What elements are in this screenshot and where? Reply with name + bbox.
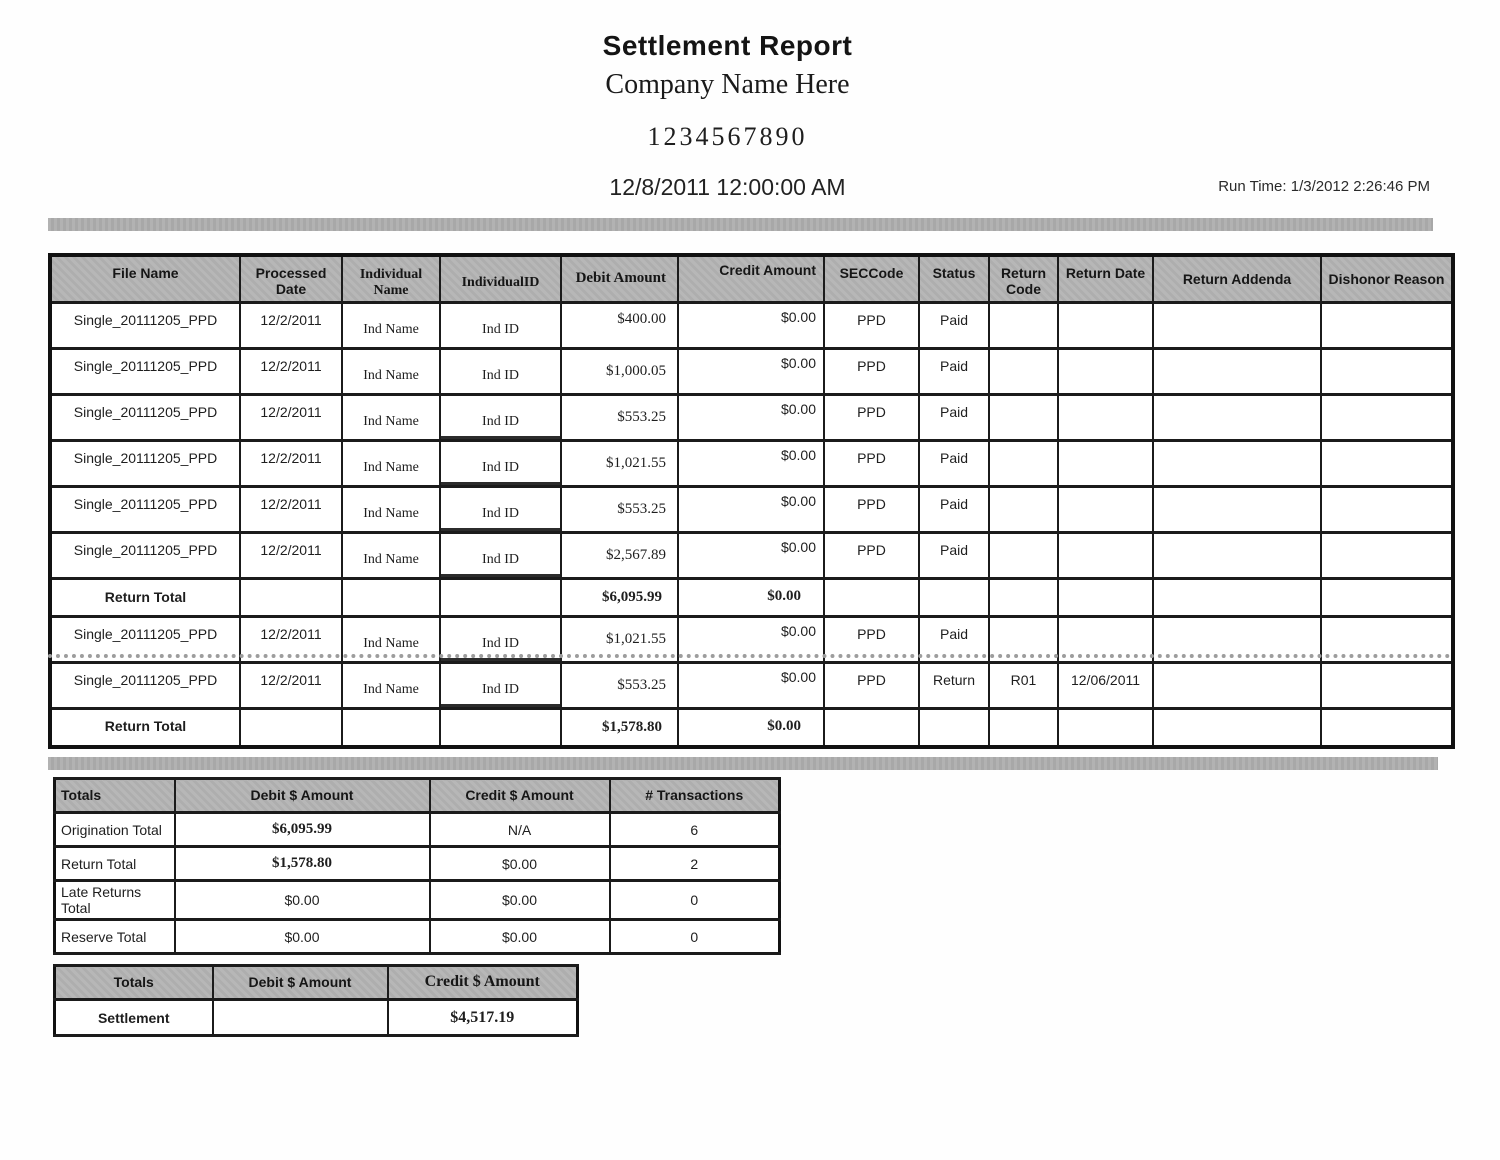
sec-code-cell <box>824 709 919 747</box>
individual-id-cell: Ind ID <box>440 617 561 663</box>
transaction-row <box>50 349 1453 395</box>
return-code-cell <box>989 349 1058 395</box>
dishonor-reason-cell <box>1321 709 1453 747</box>
return-addenda-cell <box>1153 533 1321 579</box>
dishonor-reason-cell <box>1321 487 1453 533</box>
debit-total-cell: $6,095.99 <box>175 813 430 847</box>
processed-date-cell: 12/2/2011 <box>240 395 342 441</box>
credit-total-cell: $0.00 <box>430 847 610 881</box>
sec-code-cell: PPD <box>824 395 919 441</box>
column-header-settlement-debit: Debit $ Amount <box>213 966 388 1000</box>
dishonor-reason-cell <box>1321 349 1453 395</box>
transaction-row <box>50 303 1453 349</box>
debit-amount-cell: $1,021.55 <box>561 441 678 487</box>
settlement-credit-cell: $4,517.19 <box>388 1000 578 1036</box>
sec-code-cell: PPD <box>824 533 919 579</box>
settlement-debit-cell <box>213 1000 388 1036</box>
dishonor-reason-cell <box>1321 303 1453 349</box>
status-cell: Paid <box>919 441 989 487</box>
return-addenda-cell <box>1153 487 1321 533</box>
settlement-label-cell: Settlement <box>55 1000 213 1036</box>
dishonor-reason-cell <box>1321 441 1453 487</box>
column-header-credit-total: Credit $ Amount <box>430 779 610 813</box>
individual-id-cell <box>440 579 561 617</box>
individual-id-cell: Ind ID <box>440 395 561 441</box>
transactions-count-cell: 0 <box>610 920 780 954</box>
debit-amount-cell: $6,095.99 <box>561 579 678 617</box>
column-header-transactions-count: # Transactions <box>610 779 780 813</box>
return-code-cell <box>989 487 1058 533</box>
status-cell: Paid <box>919 349 989 395</box>
run-time: Run Time: 1/3/2012 2:26:46 PM <box>1218 178 1430 195</box>
page-break-artifact <box>48 654 1451 658</box>
totals-label-cell: Reserve Total <box>55 920 175 954</box>
totals-row <box>55 920 780 954</box>
totals-row <box>55 881 780 920</box>
dishonor-reason-cell <box>1321 579 1453 617</box>
return-addenda-cell <box>1153 349 1321 395</box>
status-cell: Paid <box>919 395 989 441</box>
debit-amount-cell: $553.25 <box>561 395 678 441</box>
sec-code-cell: PPD <box>824 303 919 349</box>
totals-row <box>55 813 780 847</box>
return-code-cell <box>989 303 1058 349</box>
return-addenda-cell <box>1153 395 1321 441</box>
individual-name-cell: Ind Name <box>342 349 440 395</box>
return-code-cell: R01 <box>989 663 1058 709</box>
credit-amount-cell: $0.00 <box>678 303 824 349</box>
company-id: 1234567890 <box>647 122 808 151</box>
return-code-cell <box>989 395 1058 441</box>
file-name-cell: Single_20111205_PPD <box>50 349 240 395</box>
totals-label-cell: Return Total <box>55 847 175 881</box>
individual-id-cell: Ind ID <box>440 441 561 487</box>
processed-date-cell <box>240 579 342 617</box>
debit-amount-cell: $2,567.89 <box>561 533 678 579</box>
sec-code-cell: PPD <box>824 663 919 709</box>
debit-total-cell: $0.00 <box>175 881 430 920</box>
debit-amount-cell: $400.00 <box>561 303 678 349</box>
file-name-cell: Single_20111205_PPD <box>50 533 240 579</box>
column-header-return-code: Return Code <box>989 255 1058 303</box>
return-total-row <box>50 709 1453 747</box>
return-total-row <box>50 579 1453 617</box>
credit-amount-cell: $0.00 <box>678 487 824 533</box>
totals-label-cell: Late Returns Total <box>55 881 175 920</box>
settlement-table <box>53 964 579 1037</box>
dishonor-reason-cell <box>1321 395 1453 441</box>
column-header-settlement-credit: Credit $ Amount <box>388 966 578 1000</box>
file-name-cell: Single_20111205_PPD <box>50 487 240 533</box>
debit-amount-cell: $1,021.55 <box>561 617 678 663</box>
processed-date-cell <box>240 709 342 747</box>
credit-total-cell: $0.00 <box>430 881 610 920</box>
return-date-cell <box>1058 487 1153 533</box>
file-name-cell: Single_20111205_PPD <box>50 441 240 487</box>
individual-name-cell: Ind Name <box>342 303 440 349</box>
individual-name-cell: Ind Name <box>342 487 440 533</box>
file-name-cell: Single_20111205_PPD <box>50 395 240 441</box>
status-cell: Paid <box>919 487 989 533</box>
processed-date-cell: 12/2/2011 <box>240 533 342 579</box>
processed-date-cell: 12/2/2011 <box>240 617 342 663</box>
company-name: Company Name Here <box>605 69 850 100</box>
debit-amount-cell: $553.25 <box>561 663 678 709</box>
sec-code-cell: PPD <box>824 487 919 533</box>
transaction-row <box>50 395 1453 441</box>
debit-amount-cell: $1,000.05 <box>561 349 678 395</box>
return-addenda-cell <box>1153 303 1321 349</box>
individual-id-cell: Ind ID <box>440 349 561 395</box>
column-header-return-addenda: Return Addenda <box>1153 255 1321 303</box>
totals-label-cell: Origination Total <box>55 813 175 847</box>
transaction-row <box>50 533 1453 579</box>
transactions-count-cell: 0 <box>610 881 780 920</box>
processed-date-cell: 12/2/2011 <box>240 441 342 487</box>
processed-date-cell: 12/2/2011 <box>240 487 342 533</box>
credit-total-cell: N/A <box>430 813 610 847</box>
file-name-cell: Return Total <box>50 579 240 617</box>
credit-amount-cell: $0.00 <box>678 349 824 395</box>
return-code-cell <box>989 579 1058 617</box>
transaction-row <box>50 441 1453 487</box>
credit-amount-cell: $0.00 <box>678 579 824 617</box>
return-date-cell: 12/06/2011 <box>1058 663 1153 709</box>
transaction-row <box>50 487 1453 533</box>
transaction-row <box>50 663 1453 709</box>
credit-amount-cell: $0.00 <box>678 617 824 663</box>
processed-date-cell: 12/2/2011 <box>240 663 342 709</box>
totals-row <box>55 847 780 881</box>
return-date-cell <box>1058 533 1153 579</box>
individual-name-cell: Ind Name <box>342 663 440 709</box>
settlement-row <box>55 1000 578 1036</box>
individual-id-cell: Ind ID <box>440 487 561 533</box>
individual-name-cell: Ind Name <box>342 395 440 441</box>
separator-bar-top <box>48 218 1433 231</box>
credit-amount-cell: $0.00 <box>678 533 824 579</box>
individual-id-cell: Ind ID <box>440 533 561 579</box>
return-code-cell <box>989 533 1058 579</box>
file-name-cell: Single_20111205_PPD <box>50 663 240 709</box>
return-date-cell <box>1058 303 1153 349</box>
return-addenda-cell <box>1153 663 1321 709</box>
return-addenda-cell <box>1153 579 1321 617</box>
report-header <box>0 30 1455 201</box>
page-title: Settlement Report <box>602 30 853 61</box>
sec-code-cell: PPD <box>824 349 919 395</box>
individual-name-cell <box>342 709 440 747</box>
debit-total-cell: $1,578.80 <box>175 847 430 881</box>
report-date: 12/8/2011 12:00:00 AM <box>609 174 846 200</box>
totals-table <box>53 777 781 955</box>
column-header-individual-name: Individual Name <box>342 255 440 303</box>
status-cell: Paid <box>919 533 989 579</box>
return-addenda-cell <box>1153 709 1321 747</box>
column-header-settlement-label: Totals <box>55 966 213 1000</box>
return-addenda-cell <box>1153 441 1321 487</box>
column-header-return-date: Return Date <box>1058 255 1153 303</box>
return-code-cell <box>989 709 1058 747</box>
credit-amount-cell: $0.00 <box>678 441 824 487</box>
separator-bar-bottom <box>48 757 1438 770</box>
column-header-processed-date: Processed Date <box>240 255 342 303</box>
debit-total-cell: $0.00 <box>175 920 430 954</box>
file-name-cell: Single_20111205_PPD <box>50 303 240 349</box>
status-cell <box>919 579 989 617</box>
individual-name-cell: Ind Name <box>342 441 440 487</box>
settlement-detail-table <box>48 253 1455 749</box>
sec-code-cell: PPD <box>824 617 919 663</box>
credit-amount-cell: $0.00 <box>678 709 824 747</box>
sec-code-cell: PPD <box>824 441 919 487</box>
transactions-count-cell: 2 <box>610 847 780 881</box>
sec-code-cell <box>824 579 919 617</box>
status-cell: Paid <box>919 617 989 663</box>
debit-amount-cell: $1,578.80 <box>561 709 678 747</box>
status-cell: Paid <box>919 303 989 349</box>
main-table-header-row <box>50 255 1453 303</box>
column-header-totals-label: Totals <box>55 779 175 813</box>
credit-amount-cell: $0.00 <box>678 663 824 709</box>
individual-id-cell: Ind ID <box>440 663 561 709</box>
file-name-cell: Return Total <box>50 709 240 747</box>
status-cell: Return <box>919 663 989 709</box>
return-date-cell <box>1058 441 1153 487</box>
return-date-cell <box>1058 349 1153 395</box>
return-date-cell <box>1058 395 1153 441</box>
individual-id-cell <box>440 709 561 747</box>
status-cell <box>919 709 989 747</box>
credit-total-cell: $0.00 <box>430 920 610 954</box>
individual-name-cell <box>342 579 440 617</box>
column-header-file-name: File Name <box>50 255 240 303</box>
column-header-dishonor-reason: Dishonor Reason <box>1321 255 1453 303</box>
settlement-table-header-row <box>55 966 578 1000</box>
column-header-debit-total: Debit $ Amount <box>175 779 430 813</box>
individual-name-cell: Ind Name <box>342 533 440 579</box>
file-name-cell: Single_20111205_PPD <box>50 617 240 663</box>
transactions-count-cell: 6 <box>610 813 780 847</box>
return-date-cell <box>1058 709 1153 747</box>
processed-date-cell: 12/2/2011 <box>240 349 342 395</box>
credit-amount-cell: $0.00 <box>678 395 824 441</box>
column-header-credit-amount: Credit Amount <box>678 255 824 303</box>
dishonor-reason-cell <box>1321 533 1453 579</box>
individual-name-cell: Ind Name <box>342 617 440 663</box>
return-date-cell <box>1058 579 1153 617</box>
column-header-sec-code: SECCode <box>824 255 919 303</box>
totals-table-header-row <box>55 779 780 813</box>
column-header-debit-amount: Debit Amount <box>561 255 678 303</box>
individual-id-cell: Ind ID <box>440 303 561 349</box>
return-code-cell <box>989 441 1058 487</box>
column-header-individual-id: IndividualID <box>440 255 561 303</box>
dishonor-reason-cell <box>1321 663 1453 709</box>
debit-amount-cell: $553.25 <box>561 487 678 533</box>
column-header-status: Status <box>919 255 989 303</box>
processed-date-cell: 12/2/2011 <box>240 303 342 349</box>
